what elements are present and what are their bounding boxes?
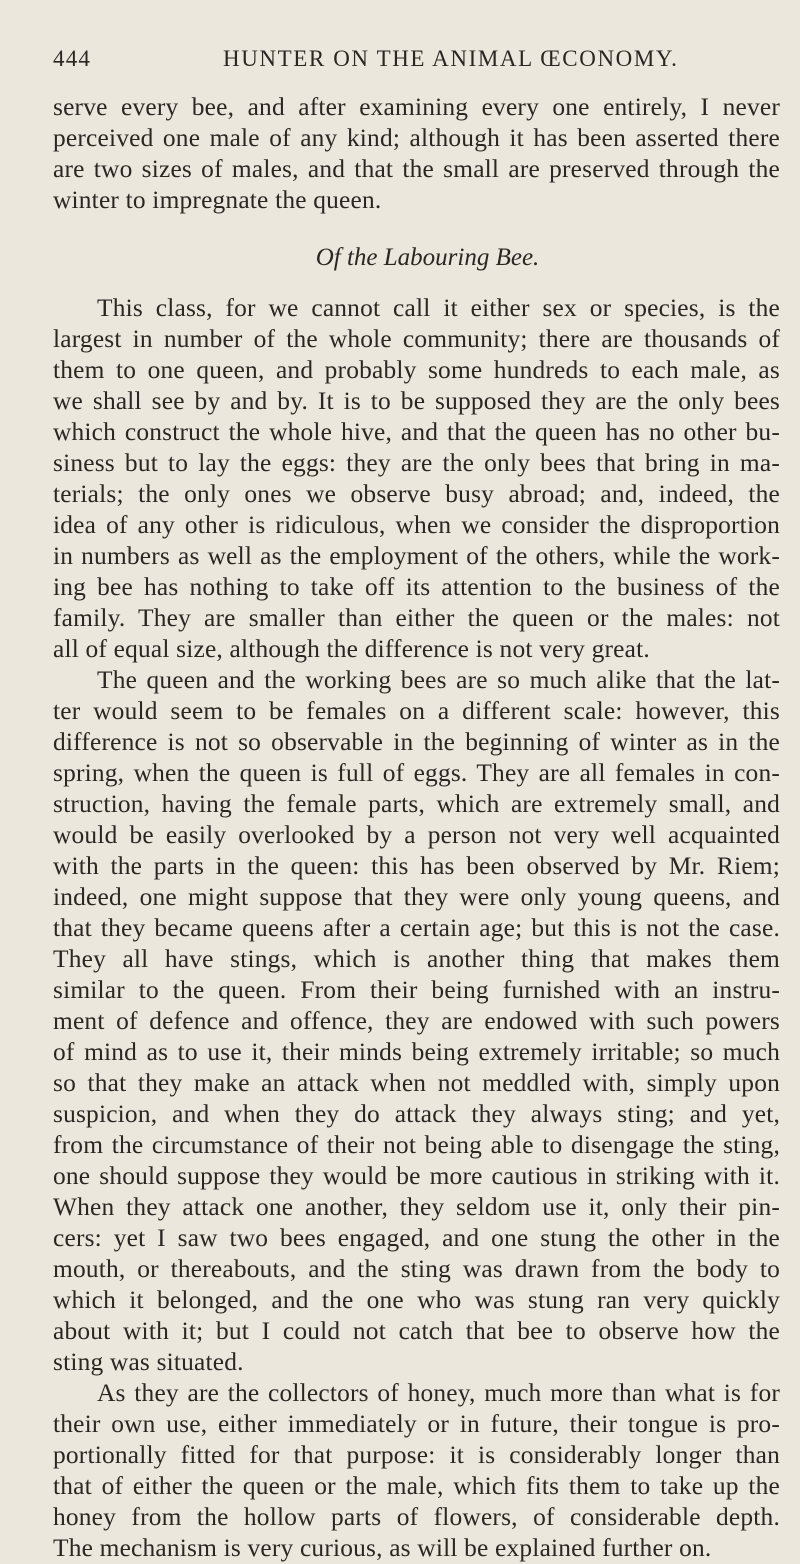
text-line: suspicion, and when they do attack they always sting; and yet,: [53, 1100, 780, 1128]
text-line: with the parts in the queen: this has been observed by Mr. Riem;: [53, 852, 780, 880]
page-header: [53, 46, 780, 86]
page-number: 444: [53, 46, 92, 71]
text-line: we shall see by and by. It is to be supposed they are the only bees: [53, 387, 780, 415]
text-line: ter would seem to be females on a different scale: however, this: [53, 697, 780, 725]
text-line: They all have stings, which is another thing that makes them: [53, 945, 780, 973]
text-line: about with it; but I could not catch that bee to observe how the: [53, 1317, 780, 1345]
text-line: struction, having the female parts, which are extremely small, and: [53, 790, 780, 818]
text-line: terials; the only ones we observe busy abroad; and, indeed, the: [53, 480, 780, 508]
text-line: which it belonged, and the one who was stung ran very quickly: [53, 1286, 780, 1314]
text-line: in numbers as well as the employment of the others, while the work-: [53, 542, 780, 570]
text-line: This class, for we cannot call it either sex or species, is the: [97, 294, 780, 322]
running-title: HUNTER ON THE ANIMAL ŒCONOMY.: [223, 46, 679, 71]
text-line: one should suppose they would be more cautious in striking with it.: [53, 1162, 780, 1190]
section-heading: Of the Labouring Bee.: [315, 244, 540, 271]
text-line: which construct the whole hive, and that the queen has no other bu-: [53, 418, 780, 446]
text-line: would be easily overlooked by a person not very well acquainted: [53, 821, 780, 849]
text-line: cers: yet I saw two bees engaged, and one stung the other in the: [53, 1224, 780, 1252]
text-line: perceived one male of any kind; although it has been asserted there: [53, 124, 780, 152]
text-line: ment of defence and offence, they are endowed with such powers: [53, 1007, 780, 1035]
text-line: that of either the queen or the male, which fits them to take up the: [53, 1472, 780, 1500]
text-line: siness but to lay the eggs: they are the only bees that bring in ma-: [53, 449, 780, 477]
text-line: are two sizes of males, and that the small are preserved through the: [53, 155, 780, 183]
text-line: serve every bee, and after examining every one entirely, I never: [53, 93, 780, 121]
text-line: mouth, or thereabouts, and the sting was drawn from the body to: [53, 1255, 780, 1283]
text-line: all of equal size, although the difference is not very great.: [53, 635, 650, 663]
text-line: As they are the collectors of honey, much more than what is for: [97, 1379, 780, 1407]
text-line: The queen and the working bees are so much alike that the lat-: [97, 666, 780, 694]
text-line: largest in number of the whole community; there are thousands of: [53, 325, 780, 353]
text-line: spring, when the queen is full of eggs. They are all females in con-: [53, 759, 780, 787]
text-line: indeed, one might suppose that they were only young queens, and: [53, 883, 780, 911]
text-line: idea of any other is ridiculous, when we consider the disproportion: [53, 511, 780, 539]
text-line: portionally fitted for that purpose: it is considerably longer than: [53, 1441, 780, 1469]
text-line: honey from the hollow parts of flowers, of considerable depth.: [53, 1503, 780, 1531]
text-line: of mind as to use it, their minds being extremely irritable; so much: [53, 1038, 780, 1066]
text-line: The mechanism is very curious, as will be explained further on.: [53, 1534, 712, 1562]
text-line: their own use, either immediately or in future, their tongue is pro-: [53, 1410, 780, 1438]
text-line: similar to the queen. From their being furnished with an instru-: [53, 976, 780, 1004]
text-line: ing bee has nothing to take off its attention to the business of the: [53, 573, 780, 601]
text-line: from the circumstance of their not being able to disengage the sting,: [53, 1131, 780, 1159]
text-line: family. They are smaller than either the queen or the males: not: [53, 604, 780, 632]
text-line: that they became queens after a certain age; but this is not the case.: [53, 914, 780, 942]
paragraph-1: [53, 293, 780, 665]
paragraph-2: [53, 665, 780, 1378]
text-line: them to one queen, and probably some hundreds to each male, as: [53, 356, 780, 384]
text-line: so that they make an attack when not meddled with, simply upon: [53, 1069, 780, 1097]
text-line: sting was situated.: [53, 1348, 244, 1376]
text-line: difference is not so observable in the beginning of winter as in the: [53, 728, 780, 756]
text-line: winter to impregnate the queen.: [53, 186, 382, 214]
text-line: When they attack one another, they seldom use it, only their pin-: [53, 1193, 780, 1221]
intro-paragraph: [53, 92, 780, 216]
paragraph-3: [53, 1378, 780, 1564]
